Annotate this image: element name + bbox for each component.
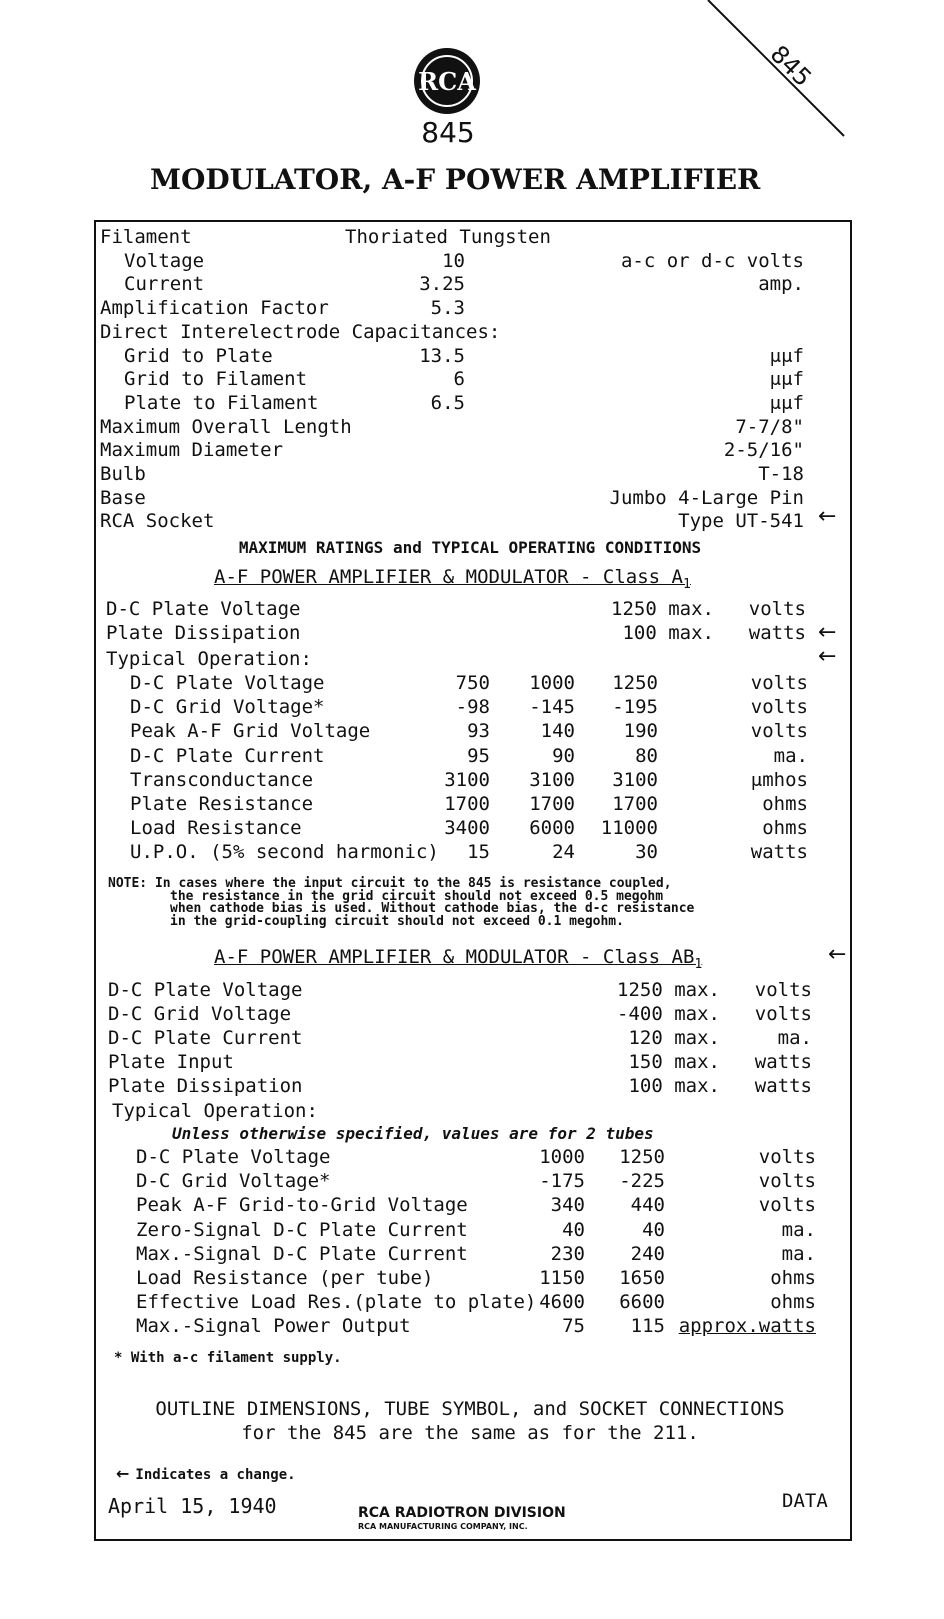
typical-value: 15 bbox=[467, 841, 490, 864]
rating-label: D-C Plate Current bbox=[108, 1027, 303, 1049]
typical-value: 440 bbox=[630, 1194, 665, 1217]
typical-unit: volts bbox=[758, 1194, 816, 1217]
typical-unit: watts bbox=[750, 841, 808, 864]
rating-label: Plate Dissipation bbox=[108, 1075, 303, 1097]
change-arrow-icon: ← bbox=[828, 942, 847, 967]
spec-label: Bulb bbox=[100, 463, 146, 485]
spec-unit: a-c or d-c volts bbox=[620, 249, 804, 272]
spec-label: RCA Socket bbox=[100, 510, 215, 533]
corner-tab-label: 845 bbox=[764, 39, 818, 93]
class-a-heading-subscript: 1 bbox=[683, 576, 691, 592]
typical-unit: ohms bbox=[762, 793, 808, 815]
typical-param: Load Resistance bbox=[130, 817, 302, 840]
typical-param: Zero-Signal D-C Plate Current bbox=[136, 1218, 468, 1241]
typical-param: Effective Load Res.(plate to plate) bbox=[136, 1291, 537, 1314]
typical-unit: volts bbox=[758, 1170, 816, 1193]
spec-unit: μμf bbox=[769, 344, 804, 367]
typical-unit: ma. bbox=[773, 744, 808, 767]
page-title: MODULATOR, A-F POWER AMPLIFIER bbox=[150, 163, 761, 196]
rating-label: D-C Plate Voltage bbox=[108, 979, 303, 1001]
rating-label: Plate Input bbox=[108, 1051, 234, 1073]
class-ab-heading-text: A-F POWER AMPLIFIER & MODULATOR - Class AB bbox=[214, 946, 695, 968]
typical-param: D-C Plate Voltage bbox=[136, 1146, 331, 1168]
typical-value: 95 bbox=[467, 744, 490, 767]
typical-value: 750 bbox=[455, 672, 490, 694]
typical-param: Transconductance bbox=[130, 768, 314, 791]
tube-number: 845 bbox=[421, 116, 475, 149]
rating-unit: ma. bbox=[777, 1027, 812, 1049]
typical-param: D-C Plate Voltage bbox=[130, 672, 325, 694]
note-line: when cathode bias is used. Without cathode bias, the d-c resistance bbox=[170, 901, 695, 917]
typical-value: 1150 bbox=[539, 1267, 585, 1289]
class-ab-heading-subscript: 1 bbox=[694, 956, 703, 972]
typical-value: 75 bbox=[562, 1315, 585, 1338]
typical-value: -225 bbox=[619, 1170, 665, 1193]
spec-value: 6.5 bbox=[430, 391, 465, 414]
spec-unit: 2-5/16" bbox=[723, 439, 804, 462]
typical-value: 4600 bbox=[539, 1291, 585, 1314]
typical-unit: μmhos bbox=[750, 768, 808, 791]
typical-unit: ohms bbox=[770, 1267, 816, 1289]
rating-value: 100 max. bbox=[622, 622, 714, 644]
spec-label: Maximum Overall Length bbox=[100, 415, 352, 438]
footer-date: April 15, 1940 bbox=[108, 1494, 277, 1518]
typical-unit: approx.watts bbox=[678, 1315, 816, 1338]
outline-line: for the 845 are the same as for the 211. bbox=[241, 1422, 699, 1444]
typical-unit: volts bbox=[750, 696, 808, 719]
spec-unit: Jumbo 4-Large Pin bbox=[609, 486, 804, 509]
typical-param: Max.-Signal D-C Plate Current bbox=[136, 1242, 468, 1265]
spec-unit: 7-7/8" bbox=[735, 415, 804, 438]
footer-company: RCA MANUFACTURING COMPANY, INC. bbox=[358, 1522, 528, 1531]
spec-label: Amplification Factor bbox=[100, 297, 329, 320]
typical-value: 3100 bbox=[444, 768, 490, 791]
typical-value: 3100 bbox=[612, 768, 658, 791]
rating-value: 120 max. bbox=[628, 1027, 720, 1049]
typical-value: 90 bbox=[552, 744, 575, 767]
spec-label: Maximum Diameter bbox=[100, 439, 284, 462]
typical-value: 3100 bbox=[529, 768, 575, 791]
typical-unit: ma. bbox=[781, 1242, 816, 1265]
typical-param: Peak A-F Grid Voltage bbox=[130, 720, 371, 743]
rating-value: 1250 max. bbox=[617, 979, 720, 1001]
typical-value: 1250 bbox=[619, 1146, 665, 1168]
typical-value: 1700 bbox=[612, 793, 658, 815]
rating-label: Plate Dissipation bbox=[106, 622, 301, 644]
change-arrow-icon: ← bbox=[818, 504, 837, 529]
spec-label: Current bbox=[124, 273, 205, 296]
spec-value: 3.25 bbox=[419, 273, 465, 296]
typical-param: Max.-Signal Power Output bbox=[136, 1315, 411, 1338]
typical-param: Load Resistance (per tube) bbox=[136, 1267, 434, 1289]
rca-logo bbox=[412, 46, 482, 116]
rating-unit: watts bbox=[754, 1051, 812, 1073]
spec-unit: μμf bbox=[769, 391, 804, 414]
typical-value: 340 bbox=[550, 1194, 585, 1217]
change-arrow-icon: ← bbox=[116, 1464, 130, 1483]
typical-value: 190 bbox=[623, 720, 658, 743]
rating-unit: volts bbox=[754, 979, 812, 1001]
typical-param: Peak A-F Grid-to-Grid Voltage bbox=[136, 1194, 468, 1217]
typical-note: Unless otherwise specified, values are for 2 tubes bbox=[172, 1124, 654, 1143]
spec-value: 6 bbox=[453, 368, 465, 391]
typical-value: -175 bbox=[539, 1170, 585, 1193]
change-arrow-icon: ← bbox=[818, 644, 837, 669]
spec-label: Direct Interelectrode Capacitances: bbox=[100, 320, 501, 343]
spec-value: 5.3 bbox=[430, 297, 465, 320]
change-arrow-icon: ← bbox=[818, 620, 837, 645]
footer-data-label: DATA bbox=[782, 1490, 828, 1512]
typical-unit: volts bbox=[750, 672, 808, 694]
spec-unit: T-18 bbox=[758, 463, 804, 485]
rating-value: 150 max. bbox=[628, 1051, 720, 1073]
typical-value: 115 bbox=[630, 1315, 665, 1338]
ratings-heading: MAXIMUM RATINGS and TYPICAL OPERATING CONDITIONS bbox=[238, 538, 702, 557]
spec-unit: amp. bbox=[758, 273, 804, 296]
typical-label: Typical Operation: bbox=[106, 648, 312, 670]
typical-value: 240 bbox=[630, 1242, 665, 1265]
typical-value: 1000 bbox=[539, 1146, 585, 1168]
typical-value: 1000 bbox=[529, 672, 575, 694]
typical-value: 1650 bbox=[619, 1267, 665, 1289]
typical-value: -145 bbox=[529, 696, 575, 719]
class-ab-heading bbox=[214, 946, 702, 972]
footnote: * With a-c filament supply. bbox=[114, 1350, 342, 1366]
typical-unit: ohms bbox=[762, 817, 808, 840]
typical-value: 40 bbox=[642, 1218, 665, 1241]
typical-value: 11000 bbox=[600, 817, 658, 840]
rating-unit: watts bbox=[754, 1075, 812, 1097]
typical-value: 1700 bbox=[529, 793, 575, 815]
spec-value: Thoriated Tungsten bbox=[345, 226, 551, 248]
typical-value: 24 bbox=[552, 841, 575, 864]
corner-tab bbox=[700, 0, 850, 140]
typical-unit: volts bbox=[750, 720, 808, 743]
typical-value: 1700 bbox=[444, 793, 490, 815]
rating-value: -400 max. bbox=[617, 1003, 720, 1025]
typical-value: 80 bbox=[635, 744, 658, 767]
spec-value: 10 bbox=[442, 249, 465, 272]
typical-param: D-C Grid Voltage* bbox=[136, 1170, 331, 1193]
spec-label: Voltage bbox=[124, 249, 205, 272]
typical-unit: ohms bbox=[770, 1291, 816, 1314]
note-line: in the grid-coupling circuit should not exceed 0.1 megohm. bbox=[170, 913, 624, 929]
rating-unit: volts bbox=[754, 1003, 812, 1025]
svg-text:RCA: RCA bbox=[418, 67, 476, 96]
spec-label: Grid to Plate bbox=[124, 344, 273, 367]
rating-label: D-C Plate Voltage bbox=[106, 598, 301, 620]
typical-param: U.P.O. (5% second harmonic) bbox=[130, 841, 439, 864]
typical-value: 140 bbox=[540, 720, 575, 743]
footer-division: RCA RADIOTRON DIVISION bbox=[358, 1505, 566, 1521]
spec-value: 13.5 bbox=[419, 344, 465, 367]
typical-param: D-C Plate Current bbox=[130, 744, 325, 767]
note-line: NOTE: In cases where the input circuit to the 845 is resistance coupled, bbox=[108, 876, 672, 891]
typical-value: 1250 bbox=[612, 672, 658, 694]
typical-value: 6600 bbox=[619, 1291, 665, 1314]
spec-label: Filament bbox=[100, 226, 192, 248]
change-legend bbox=[116, 1464, 296, 1483]
spec-label: Plate to Filament bbox=[124, 391, 319, 414]
typical-unit: ma. bbox=[781, 1218, 816, 1241]
typical-value: -98 bbox=[455, 696, 490, 719]
rating-unit: volts bbox=[748, 598, 806, 620]
class-a-heading bbox=[214, 566, 691, 592]
change-legend-text: Indicates a change. bbox=[135, 1467, 296, 1483]
typical-value: 30 bbox=[635, 841, 658, 864]
typical-unit: volts bbox=[758, 1146, 816, 1168]
spec-label: Base bbox=[100, 486, 146, 509]
typical-value: 93 bbox=[467, 720, 490, 743]
rating-unit: watts bbox=[748, 622, 806, 644]
spec-unit: Type UT-541 bbox=[678, 510, 804, 533]
spec-unit: μμf bbox=[769, 368, 804, 391]
rating-value: 1250 max. bbox=[611, 598, 714, 620]
spec-label: Grid to Filament bbox=[124, 368, 308, 391]
note-line: the resistance in the grid circuit should not exceed 0.5 megohm bbox=[170, 888, 664, 904]
typical-param: D-C Grid Voltage* bbox=[130, 696, 325, 719]
typical-value: -195 bbox=[612, 696, 658, 719]
typical-value: 3400 bbox=[444, 817, 490, 840]
class-a-heading-text: A-F POWER AMPLIFIER & MODULATOR - Class A bbox=[214, 566, 683, 588]
typical-param: Plate Resistance bbox=[130, 793, 314, 815]
typical-value: 6000 bbox=[529, 817, 575, 840]
typical-value: 230 bbox=[550, 1242, 585, 1265]
typical-value: 40 bbox=[562, 1218, 585, 1241]
outline-line: OUTLINE DIMENSIONS, TUBE SYMBOL, and SOCKET CONNECTIONS bbox=[155, 1398, 785, 1420]
rating-value: 100 max. bbox=[628, 1075, 720, 1097]
rating-label: D-C Grid Voltage bbox=[108, 1003, 292, 1025]
typical-label: Typical Operation: bbox=[112, 1100, 318, 1122]
